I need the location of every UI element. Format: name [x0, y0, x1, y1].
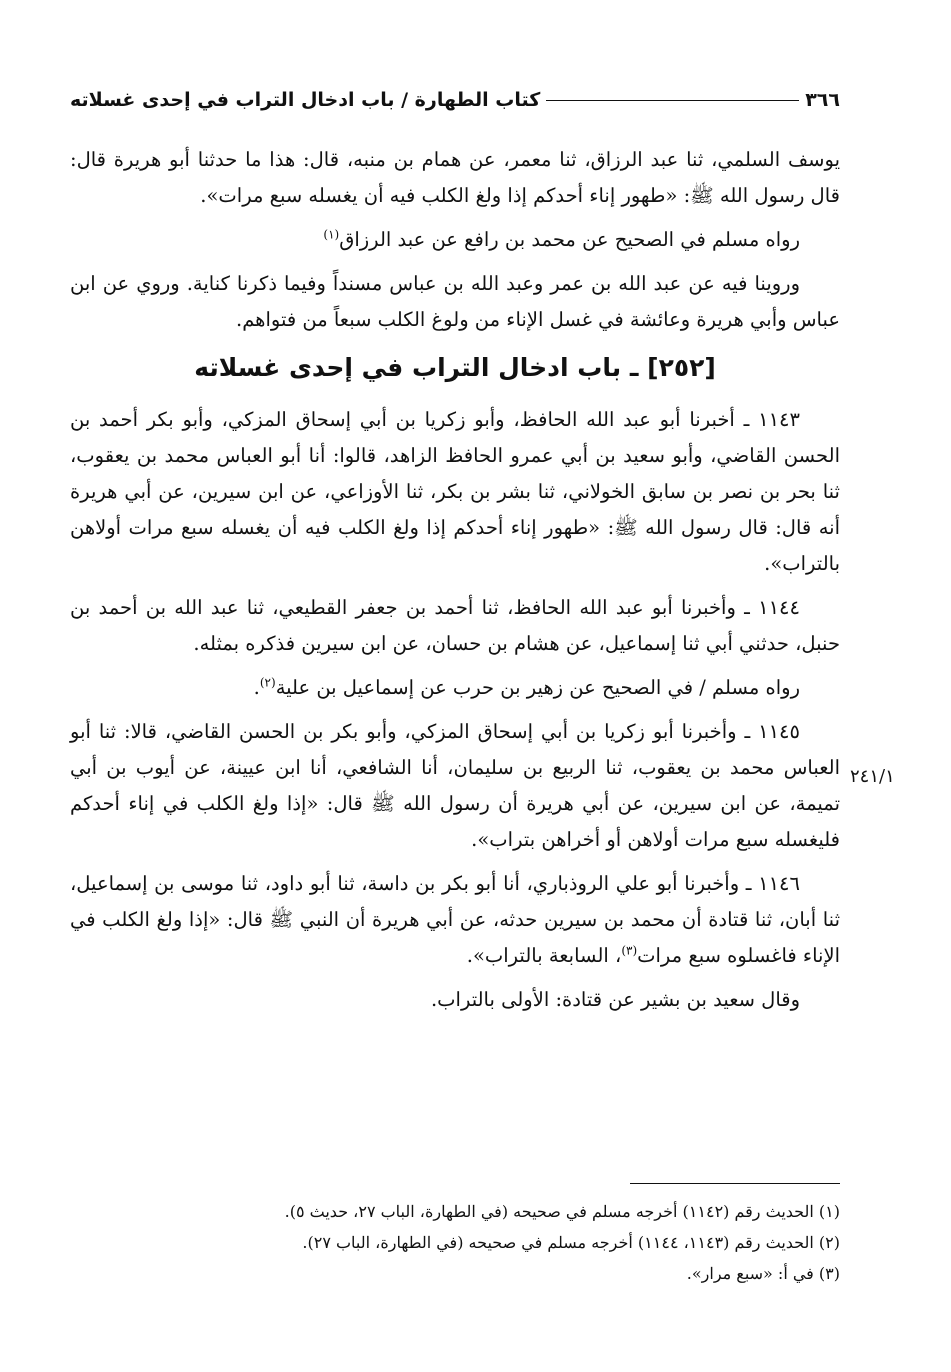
page-header	[70, 80, 840, 120]
paragraph-muslim-narration-2: رواه مسلم / في الصحيح عن زهير بن حرب عن إسماعيل بن علية$^{(٢)}$.	[253, 675, 800, 699]
footnote-ref-3: (٣)	[621, 943, 638, 958]
paragraph-qatada: وقال سعيد بن بشير عن قتادة: الأولى بالتراب.	[430, 988, 800, 1011]
hadith-1145: ١١٤٥ ـ وأخبرنا أبو زكريا بن أبي إسحاق المزكي، وأبو بكر بن الحسن القاضي، قالا: ثنا أبو العباس محمد بن يعقوب، ثنا الربيع بن سليمان، أنا الشافعي، أنا ابن عيينة، عن أيوب بن أبي تميمة، عن ابن سيرين، عن أبي هريرة أن رسول الله ﷺ قال: «إذا ولغ الكلب في إناء أحدكم فليغسله سبع مرات أولاهن أو أخراهن بتراب».	[70, 720, 840, 851]
running-title: كتاب الطهارة / باب ادخال التراب في إحدى غسلاته	[70, 89, 541, 111]
footnote-ref-2: (٢)	[259, 675, 276, 690]
main-text	[70, 142, 840, 1026]
footnotes	[70, 1196, 840, 1289]
header-rule	[546, 100, 799, 101]
footnote-2: (٢) الحديث رقم (١١٤٣، ١١٤٤) أخرجه مسلم في صحيحه (في الطهارة، الباب ٢٧).	[302, 1233, 840, 1252]
footnote-rule	[630, 1183, 840, 1184]
hadith-1143: ١١٤٣ ـ أخبرنا أبو عبد الله الحافظ، وأبو زكريا بن أبي إسحاق المزكي، وأبو بكر أحمد بن الحسن القاضي، وأبو سعيد بن أبي عمرو الحافظ الزاهد، قالوا: أنا أبو العباس محمد بن يعقوب، ثنا بحر بن نصر بن سابق الخولاني، ثنا بشر بن بكر، ثنا الأوزاعي، عن ابن سيرين، عن أبي هريرة أنه قال: قال رسول الله ﷺ: «طهور إناء أحدكم إذا ولغ الكلب فيه أن يغسله سبع مرات أولاهن بالتراب».	[70, 408, 840, 575]
section-heading: [٢٥٢] ـ باب ادخال التراب في إحدى غسلاته	[194, 353, 716, 382]
footnote-ref-1: (١)	[323, 227, 340, 242]
paragraph-text: رواه مسلم في الصحيح عن محمد بن رافع عن عبد الرزاق	[339, 228, 800, 251]
footnote-1: (١) الحديث رقم (١١٤٢) أخرجه مسلم في صحيحه (في الطهارة، الباب ٢٧، حديث ٥).	[284, 1202, 840, 1221]
margin-reference: ٢٤١/١	[850, 766, 895, 787]
paragraph-text-end: ، السابعة بالتراب».	[466, 944, 622, 967]
paragraph-other-narrations: وروينا فيه عن عبد الله بن عمر وعبد الله بن عباس مسنداً وفيما ذكرنا كناية. وروي عن ابن عباس وأبي هريرة وعائشة في غسل الإناء من ولوغ الكلب سبعاً من فتواهم.	[70, 272, 840, 331]
paragraph-hadith-continuation: يوسف السلمي، ثنا عبد الرزاق، ثنا معمر، عن همام بن منبه، قال: هذا ما حدثنا أبو هريرة قال: قال رسول الله ﷺ: «طهور إناء أحدكم إذا ولغ الكلب فيه أن يغسله سبع مرات».	[70, 148, 840, 207]
paragraph-text: ١١٤٦ ـ وأخبرنا أبو علي الروذباري، أنا أبو بكر بن داسة، ثنا أبو داود، ثنا موسى بن إسماعيل، ثنا أبان، ثنا قتادة أن محمد بن سيرين حدثه، عن أبي هريرة أن النبي ﷺ قال: «إذا ولغ الكلب في الإناء فاغسلوه سبع مرات	[70, 872, 840, 967]
paragraph-text: رواه مسلم / في الصحيح عن زهير بن حرب عن إسماعيل بن علية	[275, 676, 800, 699]
hadith-1144: ١١٤٤ ـ وأخبرنا أبو عبد الله الحافظ، ثنا أحمد بن جعفر القطيعي، ثنا عبد الله بن أحمد بن حنبل، حدثني أبي ثنا إسماعيل، عن هشام بن حسان، عن ابن سيرين فذكره بمثله.	[70, 596, 840, 655]
paragraph-muslim-narration	[70, 222, 840, 258]
hadith-1146	[70, 866, 840, 974]
page-number: ٣٦٦	[805, 89, 840, 111]
footnote-3: (٣) في أ: «سبع مرار».	[686, 1264, 840, 1283]
